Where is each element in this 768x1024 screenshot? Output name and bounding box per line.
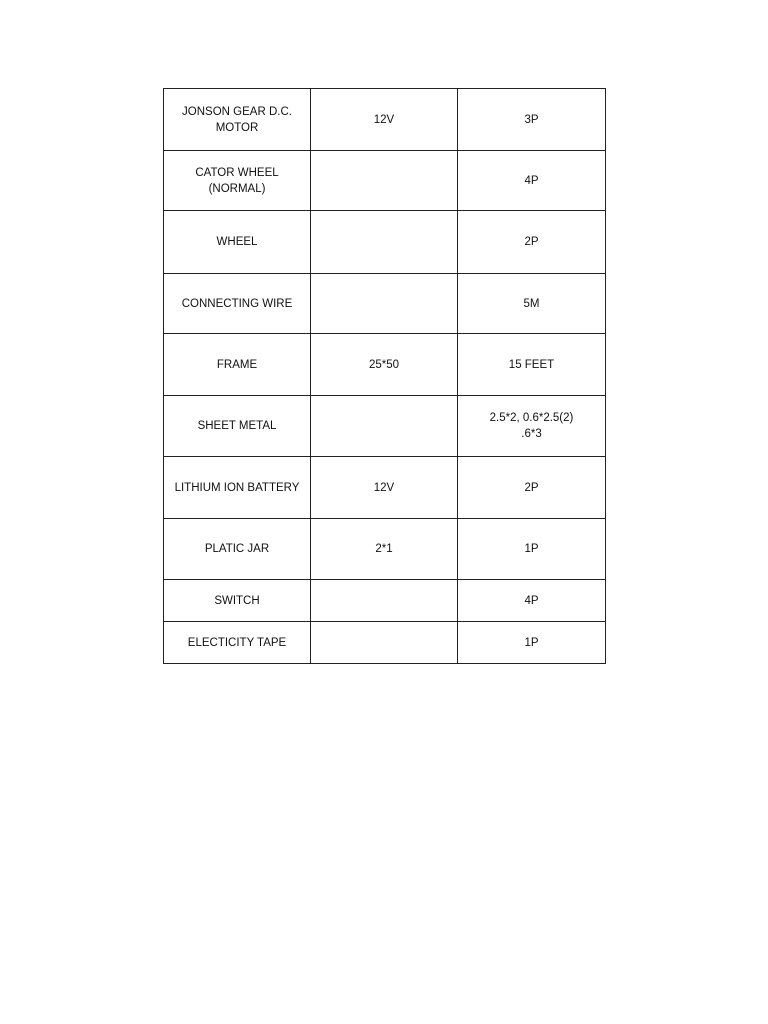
quantity-cell: 1P bbox=[458, 519, 606, 580]
spec-cell bbox=[311, 622, 458, 664]
spec-cell bbox=[311, 274, 458, 334]
quantity-cell: 1P bbox=[458, 622, 606, 664]
table-row bbox=[164, 334, 606, 396]
spec-cell: 2*1 bbox=[311, 519, 458, 580]
table-row bbox=[164, 396, 606, 457]
quantity-cell: 2P bbox=[458, 457, 606, 519]
components-table bbox=[163, 88, 606, 664]
item-name-cell: PLATIC JAR bbox=[164, 519, 311, 580]
quantity-cell: 4P bbox=[458, 151, 606, 211]
table-row bbox=[164, 89, 606, 151]
item-name-cell: ELECTICITY TAPE bbox=[164, 622, 311, 664]
spec-cell bbox=[311, 580, 458, 622]
spec-cell: 25*50 bbox=[311, 334, 458, 396]
item-name-cell: LITHIUM ION BATTERY bbox=[164, 457, 311, 519]
spec-cell: 12V bbox=[311, 457, 458, 519]
spec-cell: 12V bbox=[311, 89, 458, 151]
item-name-cell: CATOR WHEEL (NORMAL) bbox=[164, 151, 311, 211]
quantity-cell: 3P bbox=[458, 89, 606, 151]
item-name-cell: WHEEL bbox=[164, 211, 311, 274]
quantity-cell: 2P bbox=[458, 211, 606, 274]
table-row bbox=[164, 274, 606, 334]
table-row bbox=[164, 457, 606, 519]
item-name-cell: SWITCH bbox=[164, 580, 311, 622]
quantity-cell: 15 FEET bbox=[458, 334, 606, 396]
item-name-cell: SHEET METAL bbox=[164, 396, 311, 457]
spec-cell bbox=[311, 211, 458, 274]
table-row bbox=[164, 622, 606, 664]
spec-cell bbox=[311, 396, 458, 457]
item-name-cell: CONNECTING WIRE bbox=[164, 274, 311, 334]
table-row bbox=[164, 211, 606, 274]
spec-cell bbox=[311, 151, 458, 211]
table-row bbox=[164, 519, 606, 580]
table-row bbox=[164, 151, 606, 211]
quantity-cell: 4P bbox=[458, 580, 606, 622]
item-name-cell: JONSON GEAR D.C. MOTOR bbox=[164, 89, 311, 151]
quantity-cell: 5M bbox=[458, 274, 606, 334]
quantity-cell: 2.5*2, 0.6*2.5(2) .6*3 bbox=[458, 396, 606, 457]
item-name-cell: FRAME bbox=[164, 334, 311, 396]
table-row bbox=[164, 580, 606, 622]
